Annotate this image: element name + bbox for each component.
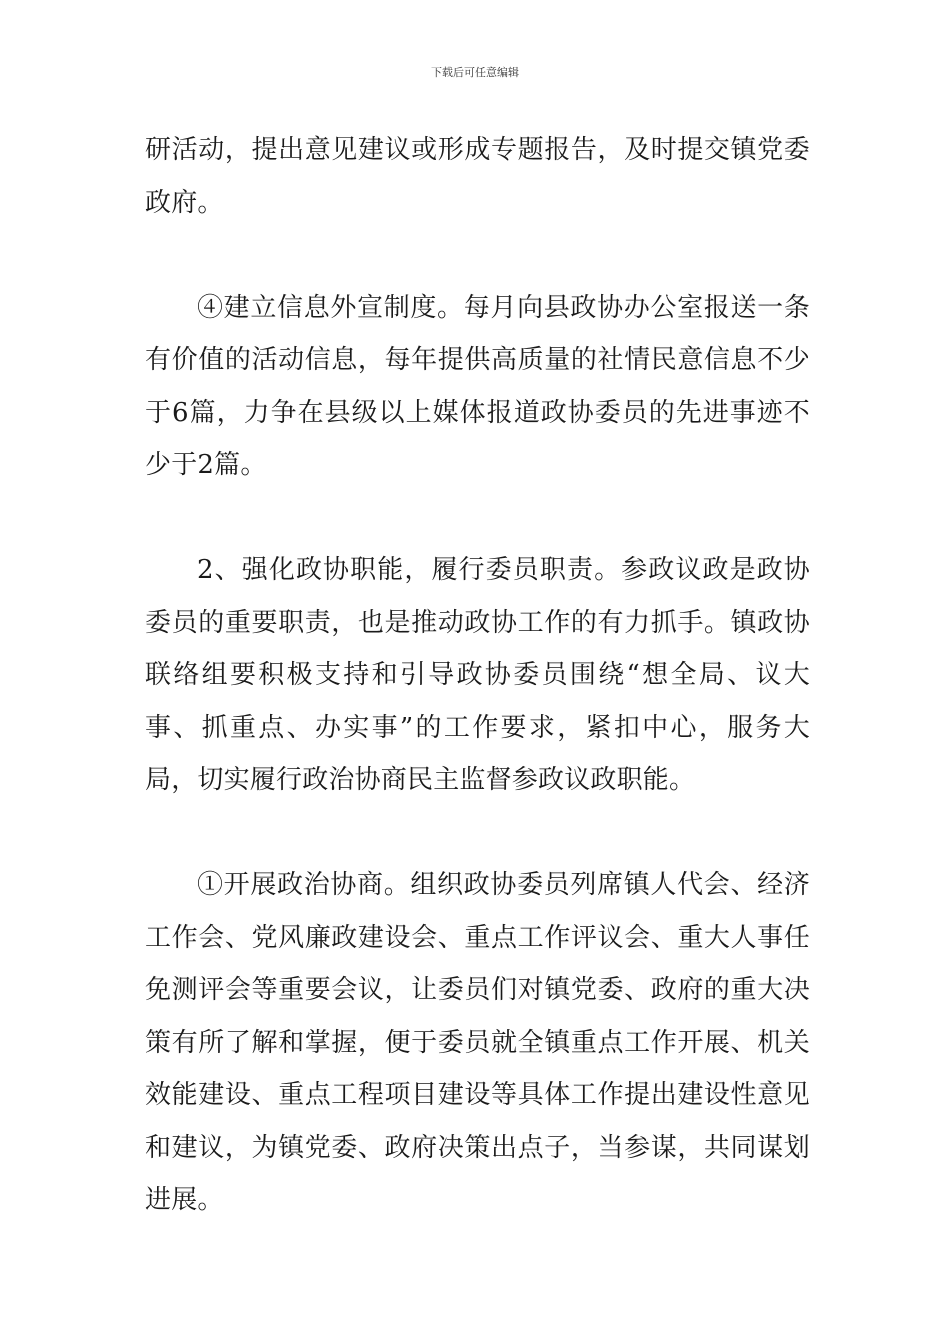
paragraph-info-publicity: ④建立信息外宣制度。每月向县政协办公室报送一条有价值的活动信息，每年提供高质量的社情民意信息不少于6篇，力争在县级以上媒体报道政协委员的先进事迹不少于2篇。 xyxy=(145,292,810,480)
paragraph-continuation: 研活动，提出意见建议或形成专题报告，及时提交镇党委政府。 xyxy=(145,135,810,218)
page-header-note: 下载后可任意编辑 xyxy=(431,66,519,79)
document-body xyxy=(145,124,810,1227)
paragraph-political-consultation: ①开展政治协商。组织政协委员列席镇人代会、经济工作会、党风廉政建设会、重点工作评议会、重大人事任免测评会等重要会议，让委员们对镇党委、政府的重大决策有所了解和掌握，便于委员就全镇重点工作开展、机关效能建设、重点工程项目建设等具体工作提出建设性意见和建议，为镇党委、政府决策出点子，当参谋，共同谋划进展。 xyxy=(145,870,810,1215)
paragraph-strengthen-functions: 2、强化政协职能，履行委员职责。参政议政是政协委员的重要职责，也是推动政协工作的有力抓手。镇政协联络组要积极支持和引导政协委员围绕“想全局、议大事、抓重点、办实事”的工作要求，紧扣中心，服务大局，切实履行政治协商民主监督参政议政职能。 xyxy=(145,555,810,795)
